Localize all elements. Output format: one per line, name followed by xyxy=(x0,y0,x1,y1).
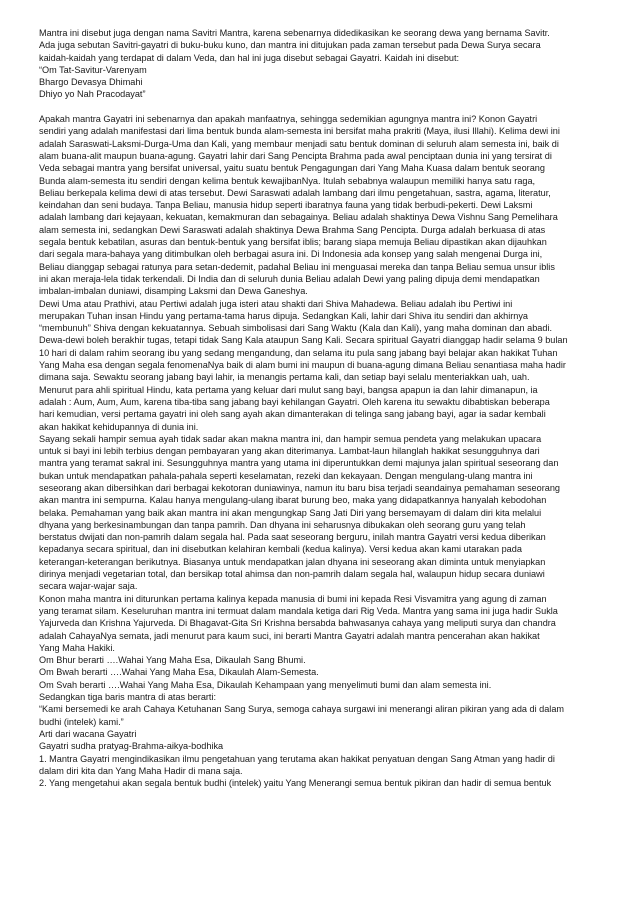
text-line: berstatus dwijati dan non-pamrih dalam segala hal. Pada saat seseorang berguru, inilah mantra Gayatri versi kedua diberikan xyxy=(39,532,546,543)
text-line: keterangan-keterangan berikutnya. Biasanya untuk mendapatkan jalan dhyana ini seseorang akan diminta untuk menyiapkan xyxy=(39,556,546,567)
document-page xyxy=(39,27,599,789)
text-line: Mantra ini disebut juga dengan nama Savitri Mantra, karena sebenarnya didedikasikan ke seorang dewa yang bernama Savitr. xyxy=(39,28,550,38)
text-line: Veda sebagai mantra yang bersifat universal, yaitu suatu bentuk Pengagungan dari Yang Maha Kuasa dalam bentuk seorang xyxy=(39,163,545,174)
text-line: 1. Mantra Gayatri mengindikasikan ilmu pengetahuan yang terutama akan hakikat penyatuan dengan Sang Atman yang hadir di xyxy=(39,753,555,764)
text-line: merupakan Tuhan insan Hindu yang pertama-tama harus dipuja. Sedangkan Kali, lahir dari Shiva itu sendiri dan akhirnya xyxy=(39,310,528,321)
text-line: yang teramat silam. Keseluruhan mantra ini termuat dalam mandala ketiga dari Rig Veda. Mantra yang sama ini juga hadir Sukla xyxy=(39,605,558,616)
text-line: keindahan dan seni budaya. Tanpa Beliau, manusia hidup seperti ibaratnya fauna yang tidak berbudi-pekerti. Dewi Laksmi xyxy=(39,200,533,211)
text-line: Ada juga sebutan Savitri-gayatri di buku-buku kuno, dan mantra ini ditujukan pada zaman tersebut pada Dewa Surya secara xyxy=(39,40,541,51)
text-line: bukan untuk mendapatkan pahala-pahala seperti keselamatan, rezeki dan kekayaan. Dengan mengulang-ulang mantra ini xyxy=(39,470,533,481)
text-line: akan mantra ini sempurna. Kalau hanya mengulang-ulang ibarat burung beo, maka yang didapatkannya hanyalah kebodohan xyxy=(39,495,547,506)
text-line: Sedangkan tiga baris mantra di atas berarti: xyxy=(39,692,217,703)
blank-line xyxy=(39,101,599,113)
text-line: adalah CahayaNya semata, jadi menurut para kaum suci, ini berarti Mantra Gayatri adalah mantra pencerahan akan hakikat xyxy=(39,630,540,641)
text-line: dimana saja. Sewaktu seorang jabang bayi lahir, ia menangis pertama kali, dan setiap bayi selalu menteriakkan uah, uah. xyxy=(39,372,530,383)
text-line: dhyana yang berkesinambungan dan tanpa pamrih. Dan dhyana ini seharusnya dibukakan oleh seorang guru yang telah xyxy=(39,519,526,530)
text-line: alam buana-alit maupun buana-agung. Gayatri lahir dari Sang Pencipta Brahma pada awal penciptaan dunia ini yang tersirat di xyxy=(39,150,552,161)
text-line: Bhargo Devasya Dhimahi xyxy=(39,77,143,88)
text-line: dalam diri kita dan Yang Maha Hadir di mana saja. xyxy=(39,765,243,776)
text-line: segala bentuk kebatilan, asuras dan bentuk-bentuk yang bersifat iblis; barang siapa memuja Beliau dipastikan akan dijauhkan xyxy=(39,237,547,248)
text-line: Om Svah berarti ….Wahai Yang Maha Esa, Dikaulah Kehampaan yang menyelimuti bumi dan alam semesta ini. xyxy=(39,679,492,690)
text-line: Menurut para ahli spiritual Hindu, kata pertama yang keluar dari mulut sang bayi, bangsa apapun ia dan lahir dimanapun, ia xyxy=(39,384,538,395)
text-line: mantra yang teramat sakral ini. Sesungguhnya mantra yang utama ini diperuntukkan demi majunya jalan spiritual seseorang dan xyxy=(39,458,559,469)
text-line: Arti dari wacana Gayatri xyxy=(39,728,137,739)
text-line: Beliau berkepala kelima dewi di atas tersebut. Dewi Saraswati adalah lambang dari ilmu pengetahuan, sastra, agama, literatur, xyxy=(39,187,551,198)
text-line: Gayatri sudha pratyag-Brahma-aikya-bodhika xyxy=(39,741,224,752)
text-line: alam semesta ini, sedangkan Dewi Saraswati adalah shaktinya Dewa Brahma Sang Pencipta. Durga adalah berkuasa di atas xyxy=(39,224,546,235)
text-line: seseorang akan dibersihkan dari berbagai kekotoran duniawinya, namun itu baru bisa terjadi seandainya pemahaman seseorang xyxy=(39,482,560,493)
text-line: adalah : Aum, Aum, Aum, karena tiba-tiba sang jabang bayi kehilangan Gayatri. Oleh karena itu sewaktu dibabtiskan beberapa xyxy=(39,396,550,407)
text-line: akan hakikat kehidupannya di dunia ini. xyxy=(39,421,199,432)
text-line: untuk si bayi ini lebih terbius dengan pembayaran yang akan diterimanya. Lambat-laun hilanglah hakikat sesungguhnya dari xyxy=(39,446,540,457)
text-line: Beliau dianggap sebagai ratunya para setan-dedemit, padahal Beliau ini menguasai mereka dan tanpa Beliau semua unsur iblis xyxy=(39,261,555,272)
text-line: 10 hari di dalam rahim seorang ibu yang sedang mengandung, dan selama itu pula sang jabang bayi belajar akan hakikat Tuhan xyxy=(39,347,558,358)
text-line: adalah Saraswati-Laksmi-Durga-Uma dan Kali, yang membaur menjadi satu bentuk dominan di seluruh alam semesta ini, baik di xyxy=(39,138,559,149)
text-line: secara wajar-wajar saja. xyxy=(39,581,138,592)
text-line: Dhiyo yo Nah Pracodayat” xyxy=(39,89,146,100)
text-line: 2. Yang mengetahui akan segala bentuk budhi (intelek) yaitu Yang Menerangi semua bentuk pikiran dan hadir di semua bentuk xyxy=(39,778,552,789)
text-line: adalah lambang dari kejayaan, kekuatan, kemakmuran dan sebagainya. Beliau adalah shaktinya Dewa Vishnu Sang Pemelihara xyxy=(39,212,558,223)
text-line: Bunda alam-semesta itu sendiri dengan kelima bentuk kewajibanNya. Itulah sebabnya walaupun memiliki hanya satu raga, xyxy=(39,175,536,186)
text-line: kepadanya secara spiritual, dan ini disebutkan kelahiran kembali (kedua kalinya). Versi kedua akan kami utarakan pada xyxy=(39,544,522,555)
text-line: belaka. Pemahaman yang baik akan mantra ini akan mengungkap Sang Jati Diri yang bersemayam di dalam diri kita melalui xyxy=(39,507,542,518)
text-line: budhi (intelek) kami.” xyxy=(39,716,124,727)
text-line: Yajurveda dan Krishna Yajurveda. Di Bhagavat-Gita Sri Krishna bersabda bahwasanya cahaya yang meliputi surya dan chandra xyxy=(39,618,556,629)
text-line: Apakah mantra Gayatri ini sebenarnya dan apakah manfaatnya, sehingga sedemikian agungnya mantra ini? Konon Gayatri xyxy=(39,114,538,125)
text-line: “Om Tat-Savitur-Varenyam xyxy=(39,64,147,75)
text-line: ini akan meraja-lela tidak terkendali. Di India dan di seluruh dunia Beliau adalah Dewi yang paling dipuja demi mendapatkan xyxy=(39,273,540,284)
text-line: dirinya menjadi vegetarian total, dan bersikap total ahimsa dan non-pamrih dalam segala hal, walaupun hidup secara duniawi xyxy=(39,569,545,580)
text-line: dari segala mara-bahaya yang ditimbulkan oleh berbagai asura ini. Di Indonesia ada konsep yang salah mengenai Durga ini, xyxy=(39,249,543,260)
text-line: hari kemudian, versi pertama gayatri ini oleh sang ayah akan dimanterakan di telinga sang jabang bayi, agar ia sadar kembali xyxy=(39,409,546,420)
text-line: Konon maha mantra ini diturunkan pertama kalinya kepada manusia di bumi ini kepada Resi Visvamitra yang agung di zaman xyxy=(39,593,547,604)
text-line: Yang Maha esa dengan segala fenomenaNya baik di alam bumi ini maupun di buana-agung dimana Beliau senantiasa maha hadir xyxy=(39,360,566,371)
text-line: kaidah-kaidah yang terdapat di dalam Veda, dan hal ini juga disebut sebagai Gayatri. Kaidah ini disebut: xyxy=(39,52,460,63)
text-line: Yang Maha Hakiki. xyxy=(39,642,115,653)
text-line: imbalan-imbalan duniawi, disamping Laksmi dan Dewa Ganeshya. xyxy=(39,286,308,297)
text-line: “membunuh” Shiva dengan kekuatannya. Sebuah simbolisasi dari Sang Waktu (Kala dan Kali), yang maha dominan dan abadi. xyxy=(39,323,552,334)
text-line: Om Bwah berarti ….Wahai Yang Maha Esa, Dikaulah Alam-Semesta. xyxy=(39,667,319,678)
text-line: Dewi Uma atau Prathivi, atau Pertiwi adalah juga isteri atau shakti dari Shiva Mahadewa. Beliau adalah ibu Pertiwi ini xyxy=(39,298,513,309)
text-line: “Kami bersemedi ke arah Cahaya Ketuhanan Sang Surya, semoga cahaya surgawi ini menerangi aliran pikiran yang ada di dalam xyxy=(39,704,564,715)
text-line: sendiri yang adalah manifestasi dari lima bentuk bunda alam-semesta ini bersifat maha prakriti (Maya, ilusi Illahi). Kelima dewi ini xyxy=(39,126,560,137)
text-line: Om Bhur berarti ….Wahai Yang Maha Esa, Dikaulah Sang Bhumi. xyxy=(39,655,306,666)
text-line: Sayang sekali hampir semua ayah tidak sadar akan makna mantra ini, dan hampir semua pendeta yang melakukan upacara xyxy=(39,433,542,444)
text-line: Dewa-dewi boleh berakhir tugas, tetapi tidak Sang Kala ataupun Sang Kali. Secara spiritual Gayatri dianggap hadir selama 9 bulan xyxy=(39,335,568,346)
